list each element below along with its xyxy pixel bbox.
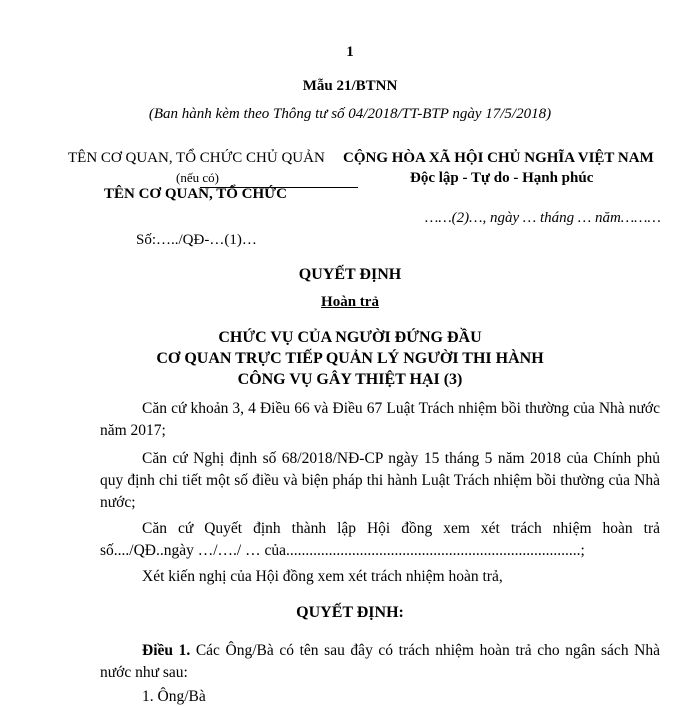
article-1 bbox=[100, 640, 660, 684]
parent-agency: TÊN CƠ QUAN, TỔ CHỨC CHỦ QUẢN bbox=[68, 150, 325, 166]
issuing-authority bbox=[0, 327, 700, 390]
national-motto: Độc lập - Tự do - Hạnh phúc bbox=[410, 170, 594, 186]
if-any-note: (nếu có) bbox=[176, 170, 219, 185]
agency-name: TÊN CƠ QUAN, TỔ CHỨC bbox=[104, 186, 287, 202]
document-title: QUYẾT ĐỊNH bbox=[298, 266, 402, 283]
document-subtitle: Hoàn trả bbox=[321, 294, 379, 310]
place-date: ……(2)…, ngày … tháng … năm……… bbox=[425, 210, 661, 226]
article-1-label: Điều 1. bbox=[142, 642, 191, 659]
recital-1: Căn cứ khoản 3, 4 Điều 66 và Điều 67 Luật Trách nhiệm bồi thường của Nhà nước năm 2017; bbox=[100, 400, 660, 439]
national-title: CỘNG HÒA XÃ HỘI CHỦ NGHĨA VIỆT NAM bbox=[343, 150, 654, 166]
item-1: 1. Ông/Bà bbox=[142, 688, 206, 705]
document-number: Số:…../QĐ-…(1)… bbox=[136, 232, 257, 248]
article-1-text: Các Ông/Bà có tên sau đây có trách nhiệm hoàn trả cho ngân sách Nhà nước như sau: bbox=[100, 642, 660, 681]
decision-heading: QUYẾT ĐỊNH: bbox=[296, 604, 404, 621]
form-code: Mẫu 21/BTNN bbox=[302, 78, 398, 94]
recital-4: Xét kiến nghị của Hội đồng xem xét trách nhiệm hoàn trả, bbox=[142, 568, 503, 585]
page-number: 1 bbox=[346, 44, 354, 60]
agency-underline bbox=[200, 187, 358, 188]
recital-2: Căn cứ Nghị định số 68/2018/NĐ-CP ngày 15 tháng 5 năm 2018 của Chính phủ quy định chi tiết một số điều và biện pháp thi hành Luật Trách nhiệm bồi thường của Nhà nước; bbox=[100, 450, 660, 511]
authority-line-1: CHỨC VỤ CỦA NGƯỜI ĐỨNG ĐẦU bbox=[218, 329, 482, 346]
recital-3: Căn cứ Quyết định thành lập Hội đồng xem xét trách nhiệm hoàn trả số..../QĐ..ngày …/…./ … của............................................................................; bbox=[100, 520, 660, 559]
authority-line-2: CƠ QUAN TRỰC TIẾP QUẢN LÝ NGƯỜI THI HÀNH bbox=[156, 350, 544, 367]
authority-line-3: CÔNG VỤ GÂY THIỆT HẠI (3) bbox=[237, 371, 463, 388]
issued-note: (Ban hành kèm theo Thông tư số 04/2018/TT-BTP ngày 17/5/2018) bbox=[148, 106, 552, 122]
